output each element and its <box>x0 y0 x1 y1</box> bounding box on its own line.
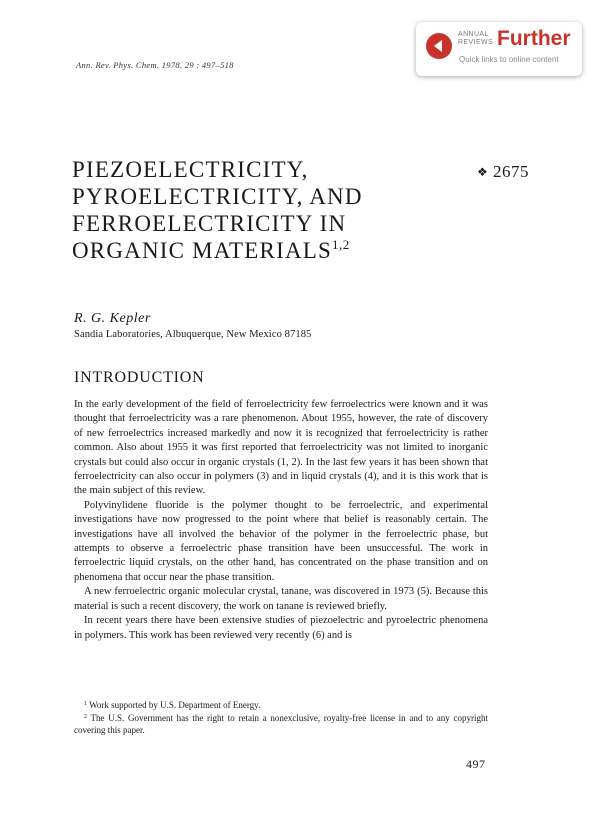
footnote <box>74 712 488 737</box>
footnote-mark: 2 <box>84 713 87 720</box>
footnote <box>74 699 488 712</box>
paragraph: A new ferroelectric organic molecular crystal, tanane, was discovered in 1973 (5). Because this material is such a recent discovery, the work on tanane is reviewed briefly. <box>74 586 488 612</box>
paragraph: Polyvinylidene fluoride is the polymer thought to be ferroelectric, and experimental investigations have now progressed to the point where that belief is reasonably certain. The investigations have all involved the behavior of the polymer in the ferroelectric phase, but attempts to observe a ferroelectric phase transition have been unsuccessful. The work in ferroelectric liquid crystals, on the other hand, has concentrated on the phase transition and on phenomena that occur near the phase transition. <box>74 499 488 583</box>
paragraph: In the early development of the field of ferroelectricity few ferroelectrics were known and it was thought that ferroelectricity was a rare phenomenon. About 1955, however, the rate of discovery of new ferroelectrics increased markedly and now it is recognized that ferroelectricity is rather common. Also about 1955 it was first reported that ferroelectricity was not limited to inorganic crystals but could also occur in organic crystals (1, 2). In the last few years it has been shown that ferroelectricity can also occur in polymers (3) and in liquid crystals (4), and it is this work that is the main subject of this review. <box>74 399 488 497</box>
paragraph: In recent years there have been extensive studies of piezoelectric and pyroelectric phenomena in polymers. This work has been reviewed very recently (6) and is <box>74 615 488 641</box>
title-line-1: PIEZOELECTRICITY, <box>72 157 309 182</box>
title-line-2: PYROELECTRICITY, AND <box>72 184 363 209</box>
footnotes <box>74 699 488 737</box>
footnote-text: The U.S. Government has the right to retain a nonexclusive, royalty-free license in and to any copyright covering this paper. <box>74 712 488 735</box>
journal-citation: Ann. Rev. Phys. Chem. 1978. 29 : 497–518 <box>76 60 234 70</box>
annual-reviews-logo: ANNUAL REVIEWS <box>458 31 494 46</box>
footnote-text: Work supported by U.S. Department of Energy. <box>89 700 261 710</box>
author-name: R. G. Kepler <box>74 311 151 326</box>
page-number: 497 <box>466 757 486 771</box>
article-number-value: 2675 <box>493 162 530 181</box>
play-arrow-icon <box>426 33 452 59</box>
title-line-3: FERROELECTRICITY IN <box>72 211 347 236</box>
author-affiliation: Sandia Laboratories, Albuquerque, New Mexico 87185 <box>74 329 312 340</box>
title-footnote-marks: 1,2 <box>332 237 350 252</box>
section-heading: INTRODUCTION <box>74 369 205 386</box>
footnote-mark: 1 <box>84 701 87 707</box>
article-title <box>72 156 363 264</box>
annual-reviews-further-badge[interactable] <box>416 22 582 76</box>
title-line-4: ORGANIC MATERIALS <box>72 238 332 263</box>
article-number <box>477 162 529 182</box>
further-link-label[interactable]: Further <box>497 27 571 50</box>
further-tagline: Quick links to online content <box>459 55 559 64</box>
body-text <box>74 398 488 643</box>
diamond-ornament-icon: ❖ <box>477 165 489 179</box>
